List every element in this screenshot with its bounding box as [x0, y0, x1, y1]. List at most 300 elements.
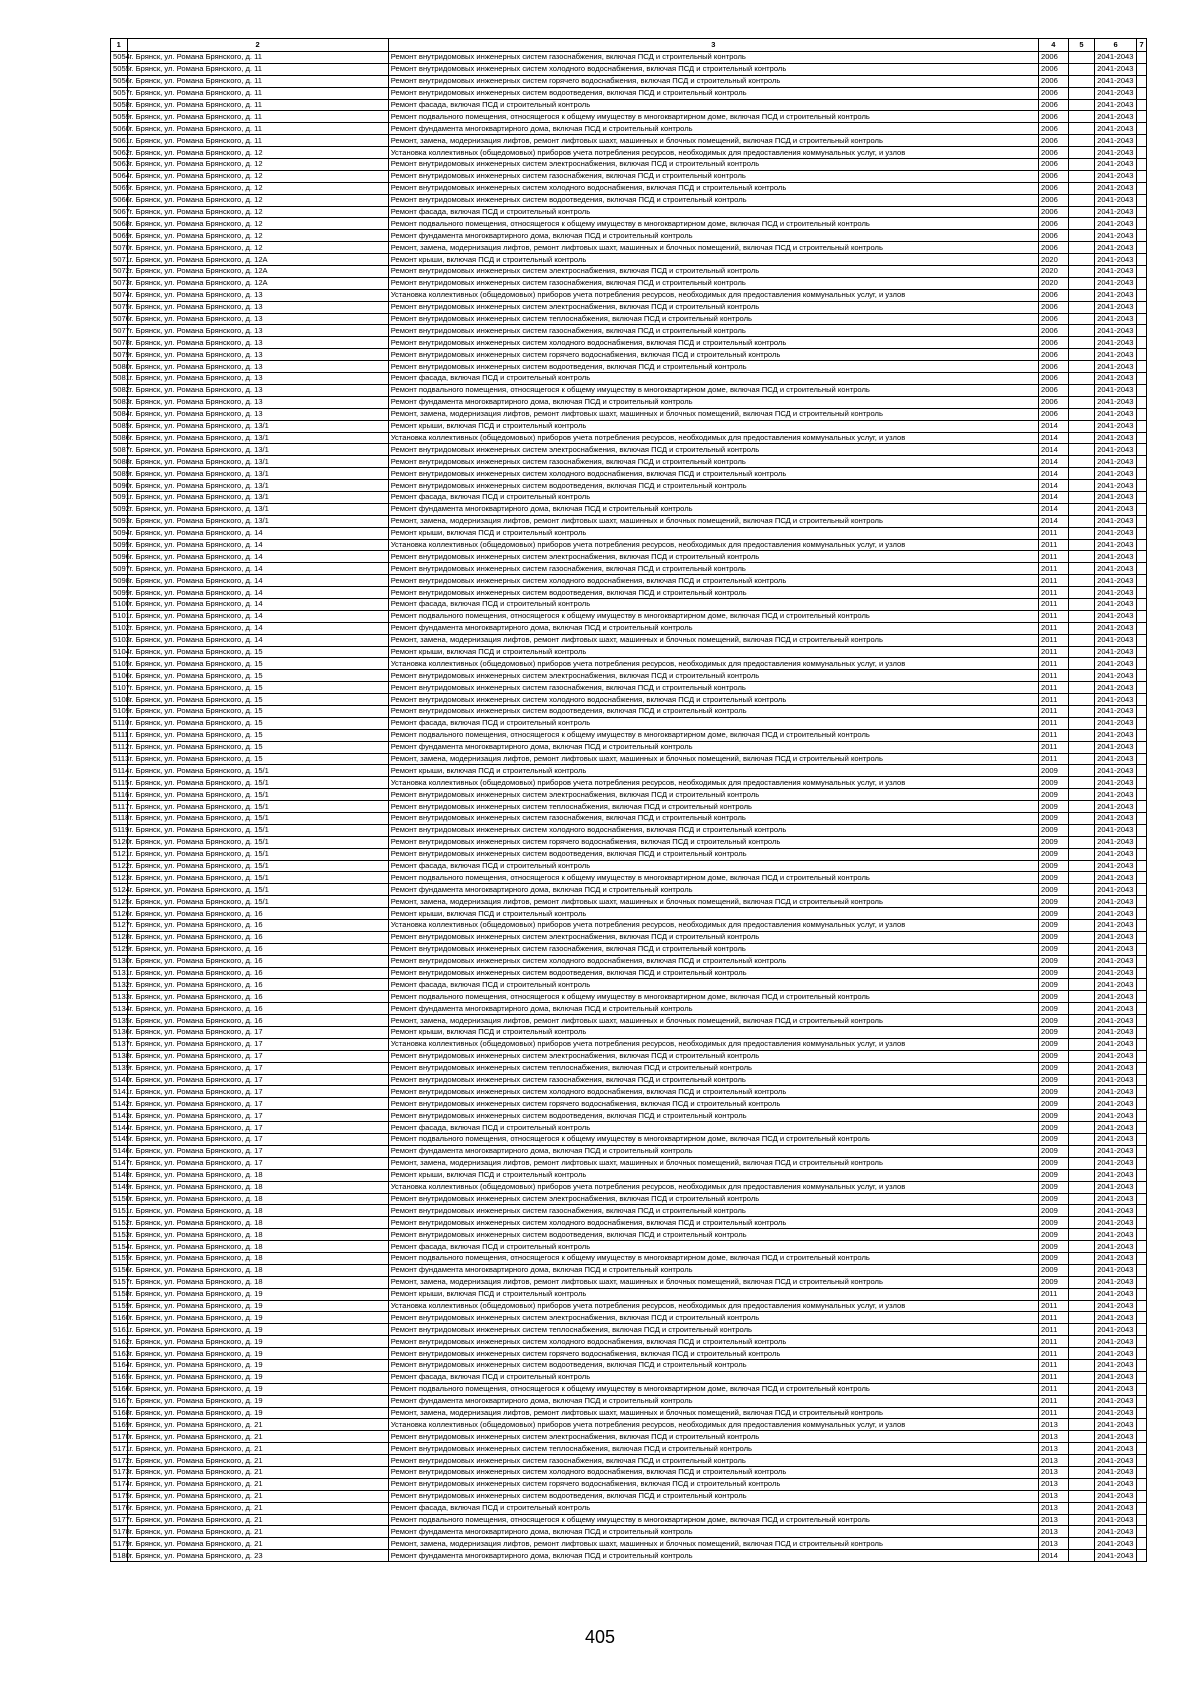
year-cell: 2009 [1038, 1229, 1068, 1241]
row-number-cell: 5098 [111, 575, 128, 587]
row-number-cell: 5110 [111, 717, 128, 729]
year-cell: 2013 [1038, 1455, 1068, 1467]
row-number-cell: 5113 [111, 753, 128, 765]
row-number-cell: 5089 [111, 468, 128, 480]
address-cell: г. Брянск, ул. Романа Брянского, д. 17 [127, 1145, 388, 1157]
work-type-cell: Ремонт внутридомовых инженерных систем холодного водоснабжения, включая ПСД и строительный контроль [388, 337, 1038, 349]
row-number-cell: 5124 [111, 884, 128, 896]
table-row [111, 1478, 1147, 1490]
year-cell: 2013 [1038, 1419, 1068, 1431]
address-cell: г. Брянск, ул. Романа Брянского, д. 19 [127, 1336, 388, 1348]
empty-cell [1137, 1205, 1147, 1217]
table-row [111, 920, 1147, 932]
empty-cell [1137, 135, 1147, 147]
empty-cell [1068, 717, 1094, 729]
period-cell: 2041-2043 [1095, 123, 1137, 135]
row-number-cell: 5128 [111, 931, 128, 943]
empty-cell [1068, 955, 1094, 967]
work-type-cell: Ремонт внутридомовых инженерных систем холодного водоснабжения, включая ПСД и строительный контроль [388, 1217, 1038, 1229]
empty-cell [1137, 1490, 1147, 1502]
row-number-cell: 5148 [111, 1169, 128, 1181]
empty-cell [1137, 551, 1147, 563]
work-type-cell: Ремонт внутридомовых инженерных систем холодного водоснабжения, включая ПСД и строительный контроль [388, 1336, 1038, 1348]
work-type-cell: Ремонт фасада, включая ПСД и строительный контроль [388, 860, 1038, 872]
empty-cell [1137, 1110, 1147, 1122]
address-cell: г. Брянск, ул. Романа Брянского, д. 16 [127, 943, 388, 955]
table-row [111, 491, 1147, 503]
work-type-cell: Ремонт подвального помещения, относящегося к общему имуществу в многоквартирном доме, включая ПСД и строительный контроль [388, 1134, 1038, 1146]
period-cell: 2041-2043 [1095, 337, 1137, 349]
year-cell: 2013 [1038, 1443, 1068, 1455]
period-cell: 2041-2043 [1095, 111, 1137, 123]
address-cell: г. Брянск, ул. Романа Брянского, д. 14 [127, 622, 388, 634]
address-cell: г. Брянск, ул. Романа Брянского, д. 13 [127, 373, 388, 385]
table-body [111, 52, 1147, 1562]
empty-cell [1068, 289, 1094, 301]
period-cell: 2041-2043 [1095, 765, 1137, 777]
row-number-cell: 5163 [111, 1348, 128, 1360]
row-number-cell: 5086 [111, 432, 128, 444]
work-type-cell: Ремонт крыши, включая ПСД и строительный контроль [388, 527, 1038, 539]
period-cell: 2041-2043 [1095, 670, 1137, 682]
table-row [111, 1371, 1147, 1383]
row-number-cell: 5143 [111, 1110, 128, 1122]
work-type-cell: Ремонт фундамента многоквартирного дома, включая ПСД и строительный контроль [388, 741, 1038, 753]
row-number-cell: 5173 [111, 1466, 128, 1478]
year-cell: 2013 [1038, 1466, 1068, 1478]
year-cell: 2009 [1038, 1264, 1068, 1276]
row-number-cell: 5116 [111, 789, 128, 801]
table-row [111, 1526, 1147, 1538]
year-cell: 2011 [1038, 575, 1068, 587]
period-cell: 2041-2043 [1095, 955, 1137, 967]
empty-cell [1137, 860, 1147, 872]
empty-cell [1068, 598, 1094, 610]
work-type-cell: Ремонт фасада, включая ПСД и строительный контроль [388, 717, 1038, 729]
row-number-cell: 5177 [111, 1514, 128, 1526]
empty-cell [1137, 943, 1147, 955]
period-cell: 2041-2043 [1095, 313, 1137, 325]
row-number-cell: 5133 [111, 991, 128, 1003]
period-cell: 2041-2043 [1095, 527, 1137, 539]
address-cell: г. Брянск, ул. Романа Брянского, д. 17 [127, 1110, 388, 1122]
empty-cell [1068, 1181, 1094, 1193]
table-row [111, 1134, 1147, 1146]
year-cell: 2006 [1038, 313, 1068, 325]
address-cell: г. Брянск, ул. Романа Брянского, д. 13/1 [127, 480, 388, 492]
row-number-cell: 5171 [111, 1443, 128, 1455]
address-cell: г. Брянск, ул. Романа Брянского, д. 11 [127, 123, 388, 135]
empty-cell [1137, 991, 1147, 1003]
table-row [111, 444, 1147, 456]
empty-cell [1137, 610, 1147, 622]
empty-cell [1068, 646, 1094, 658]
period-cell: 2041-2043 [1095, 1205, 1137, 1217]
table-row [111, 646, 1147, 658]
empty-cell [1068, 1419, 1094, 1431]
work-type-cell: Ремонт внутридомовых инженерных систем электроснабжения, включая ПСД и строительный контроль [388, 301, 1038, 313]
work-type-cell: Ремонт внутридомовых инженерных систем электроснабжения, включая ПСД и строительный контроль [388, 266, 1038, 278]
row-number-cell: 5166 [111, 1383, 128, 1395]
table-row [111, 527, 1147, 539]
empty-cell [1068, 254, 1094, 266]
year-cell: 2006 [1038, 75, 1068, 87]
row-number-cell: 5103 [111, 634, 128, 646]
empty-cell [1068, 931, 1094, 943]
row-number-cell: 5131 [111, 967, 128, 979]
table-row [111, 1003, 1147, 1015]
work-type-cell: Ремонт, замена, модернизация лифтов, ремонт лифтовых шахт, машинных и блочных помещений, включая ПСД и строительный контроль [388, 135, 1038, 147]
table-row [111, 563, 1147, 575]
empty-cell [1068, 218, 1094, 230]
work-type-cell: Ремонт крыши, включая ПСД и строительный контроль [388, 1027, 1038, 1039]
table-row [111, 1550, 1147, 1562]
empty-cell [1137, 801, 1147, 813]
period-cell: 2041-2043 [1095, 325, 1137, 337]
period-cell: 2041-2043 [1095, 1490, 1137, 1502]
table-row [111, 432, 1147, 444]
empty-cell [1068, 527, 1094, 539]
empty-cell [1068, 1169, 1094, 1181]
row-number-cell: 5147 [111, 1157, 128, 1169]
empty-cell [1068, 1157, 1094, 1169]
empty-cell [1137, 266, 1147, 278]
year-cell: 2009 [1038, 1217, 1068, 1229]
header-cell: 6 [1095, 39, 1137, 52]
empty-cell [1068, 848, 1094, 860]
header-cell: 4 [1038, 39, 1068, 52]
year-cell: 2009 [1038, 765, 1068, 777]
table-row [111, 1169, 1147, 1181]
year-cell: 2006 [1038, 147, 1068, 159]
year-cell: 2009 [1038, 1252, 1068, 1264]
address-cell: г. Брянск, ул. Романа Брянского, д. 21 [127, 1431, 388, 1443]
row-number-cell: 5112 [111, 741, 128, 753]
table-row [111, 337, 1147, 349]
row-number-cell: 5054 [111, 52, 128, 64]
empty-cell [1137, 931, 1147, 943]
empty-cell [1068, 1134, 1094, 1146]
work-type-cell: Ремонт внутридомовых инженерных систем горячего водоснабжения, включая ПСД и строительный контроль [388, 1098, 1038, 1110]
address-cell: г. Брянск, ул. Романа Брянского, д. 17 [127, 1098, 388, 1110]
year-cell: 2014 [1038, 468, 1068, 480]
period-cell: 2041-2043 [1095, 694, 1137, 706]
table-row [111, 206, 1147, 218]
address-cell: г. Брянск, ул. Романа Брянского, д. 13/1 [127, 468, 388, 480]
table-row [111, 753, 1147, 765]
header-cell: 1 [111, 39, 128, 52]
empty-cell [1068, 979, 1094, 991]
empty-cell [1137, 694, 1147, 706]
empty-cell [1068, 396, 1094, 408]
empty-cell [1137, 408, 1147, 420]
work-type-cell: Ремонт внутридомовых инженерных систем водоотведения, включая ПСД и строительный контроль [388, 1110, 1038, 1122]
row-number-cell: 5117 [111, 801, 128, 813]
table-row [111, 1502, 1147, 1514]
period-cell: 2041-2043 [1095, 396, 1137, 408]
empty-cell [1068, 1478, 1094, 1490]
year-cell: 2011 [1038, 563, 1068, 575]
empty-cell [1068, 551, 1094, 563]
table-row [111, 1264, 1147, 1276]
year-cell: 2013 [1038, 1526, 1068, 1538]
work-type-cell: Ремонт фасада, включая ПСД и строительный контроль [388, 1371, 1038, 1383]
empty-cell [1068, 1443, 1094, 1455]
address-cell: г. Брянск, ул. Романа Брянского, д. 15/1 [127, 765, 388, 777]
period-cell: 2041-2043 [1095, 1312, 1137, 1324]
work-type-cell: Ремонт фундамента многоквартирного дома, включая ПСД и строительный контроль [388, 1395, 1038, 1407]
period-cell: 2041-2043 [1095, 289, 1137, 301]
address-cell: г. Брянск, ул. Романа Брянского, д. 15/1 [127, 848, 388, 860]
empty-cell [1068, 1371, 1094, 1383]
address-cell: г. Брянск, ул. Романа Брянского, д. 15 [127, 646, 388, 658]
period-cell: 2041-2043 [1095, 1145, 1137, 1157]
empty-cell [1137, 1098, 1147, 1110]
year-cell: 2009 [1038, 1193, 1068, 1205]
address-cell: г. Брянск, ул. Романа Брянского, д. 13/1 [127, 420, 388, 432]
table-row [111, 741, 1147, 753]
address-cell: г. Брянск, ул. Романа Брянского, д. 17 [127, 1027, 388, 1039]
year-cell: 2006 [1038, 206, 1068, 218]
row-number-cell: 5059 [111, 111, 128, 123]
row-number-cell: 5055 [111, 63, 128, 75]
period-cell: 2041-2043 [1095, 658, 1137, 670]
table-row [111, 147, 1147, 159]
row-number-cell: 5152 [111, 1217, 128, 1229]
period-cell: 2041-2043 [1095, 277, 1137, 289]
work-type-cell: Ремонт внутридомовых инженерных систем электроснабжения, включая ПСД и строительный контроль [388, 670, 1038, 682]
empty-cell [1137, 1252, 1147, 1264]
work-type-cell: Ремонт внутридомовых инженерных систем холодного водоснабжения, включая ПСД и строительный контроль [388, 694, 1038, 706]
address-cell: г. Брянск, ул. Романа Брянского, д. 18 [127, 1205, 388, 1217]
row-number-cell: 5096 [111, 551, 128, 563]
row-number-cell: 5056 [111, 75, 128, 87]
empty-cell [1068, 943, 1094, 955]
row-number-cell: 5169 [111, 1419, 128, 1431]
year-cell: 2011 [1038, 634, 1068, 646]
year-cell: 2011 [1038, 694, 1068, 706]
empty-cell [1137, 1371, 1147, 1383]
empty-cell [1137, 920, 1147, 932]
empty-cell [1137, 349, 1147, 361]
period-cell: 2041-2043 [1095, 563, 1137, 575]
row-number-cell: 5142 [111, 1098, 128, 1110]
work-type-cell: Ремонт внутридомовых инженерных систем электроснабжения, включая ПСД и строительный контроль [388, 159, 1038, 171]
year-cell: 2006 [1038, 230, 1068, 242]
empty-cell [1137, 1288, 1147, 1300]
table-row [111, 860, 1147, 872]
period-cell: 2041-2043 [1095, 1181, 1137, 1193]
empty-cell [1068, 1466, 1094, 1478]
work-type-cell: Ремонт подвального помещения, относящегося к общему имуществу в многоквартирном доме, включая ПСД и строительный контроль [388, 111, 1038, 123]
year-cell: 2006 [1038, 408, 1068, 420]
empty-cell [1068, 813, 1094, 825]
empty-cell [1137, 896, 1147, 908]
period-cell: 2041-2043 [1095, 194, 1137, 206]
table-row [111, 1241, 1147, 1253]
address-cell: г. Брянск, ул. Романа Брянского, д. 18 [127, 1193, 388, 1205]
table-row [111, 789, 1147, 801]
table-row [111, 967, 1147, 979]
address-cell: г. Брянск, ул. Романа Брянского, д. 12А [127, 266, 388, 278]
address-cell: г. Брянск, ул. Романа Брянского, д. 17 [127, 1086, 388, 1098]
table-row [111, 765, 1147, 777]
year-cell: 2009 [1038, 1098, 1068, 1110]
period-cell: 2041-2043 [1095, 361, 1137, 373]
work-type-cell: Установка коллективных (общедомовых) приборов учета потребления ресурсов, необходимых для предоставления коммунальных услуг, и узлов [388, 1300, 1038, 1312]
year-cell: 2006 [1038, 361, 1068, 373]
year-cell: 2006 [1038, 135, 1068, 147]
work-type-cell: Ремонт, замена, модернизация лифтов, ремонт лифтовых шахт, машинных и блочных помещений, включая ПСД и строительный контроль [388, 753, 1038, 765]
empty-cell [1137, 230, 1147, 242]
empty-cell [1137, 1407, 1147, 1419]
header-cell: 3 [388, 39, 1038, 52]
year-cell: 2009 [1038, 991, 1068, 1003]
row-number-cell: 5081 [111, 373, 128, 385]
period-cell: 2041-2043 [1095, 491, 1137, 503]
empty-cell [1137, 361, 1147, 373]
table-row [111, 813, 1147, 825]
table-row [111, 123, 1147, 135]
empty-cell [1137, 1169, 1147, 1181]
work-type-cell: Ремонт внутридомовых инженерных систем газоснабжения, включая ПСД и строительный контроль [388, 1074, 1038, 1086]
row-number-cell: 5105 [111, 658, 128, 670]
empty-cell [1137, 503, 1147, 515]
work-type-cell: Ремонт подвального помещения, относящегося к общему имуществу в многоквартирном доме, включая ПСД и строительный контроль [388, 991, 1038, 1003]
year-cell: 2009 [1038, 836, 1068, 848]
table-row [111, 1110, 1147, 1122]
table-row [111, 361, 1147, 373]
table-row [111, 908, 1147, 920]
period-cell: 2041-2043 [1095, 813, 1137, 825]
empty-cell [1068, 1145, 1094, 1157]
empty-cell [1068, 277, 1094, 289]
address-cell: г. Брянск, ул. Романа Брянского, д. 15 [127, 694, 388, 706]
period-cell: 2041-2043 [1095, 848, 1137, 860]
row-number-cell: 5073 [111, 277, 128, 289]
period-cell: 2041-2043 [1095, 967, 1137, 979]
empty-cell [1068, 1074, 1094, 1086]
work-type-cell: Ремонт фасада, включая ПСД и строительный контроль [388, 491, 1038, 503]
empty-cell [1068, 206, 1094, 218]
work-type-cell: Установка коллективных (общедомовых) приборов учета потребления ресурсов, необходимых для предоставления коммунальных услуг, и узлов [388, 1181, 1038, 1193]
empty-cell [1137, 432, 1147, 444]
empty-cell [1137, 1276, 1147, 1288]
work-type-cell: Установка коллективных (общедомовых) приборов учета потребления ресурсов, необходимых для предоставления коммунальных услуг, и узлов [388, 1038, 1038, 1050]
empty-cell [1068, 373, 1094, 385]
period-cell: 2041-2043 [1095, 1015, 1137, 1027]
row-number-cell: 5085 [111, 420, 128, 432]
empty-cell [1137, 1538, 1147, 1550]
year-cell: 2011 [1038, 1371, 1068, 1383]
address-cell: г. Брянск, ул. Романа Брянского, д. 13 [127, 384, 388, 396]
period-cell: 2041-2043 [1095, 634, 1137, 646]
year-cell: 2013 [1038, 1478, 1068, 1490]
work-type-cell: Ремонт фундамента многоквартирного дома, включая ПСД и строительный контроль [388, 230, 1038, 242]
empty-cell [1068, 634, 1094, 646]
address-cell: г. Брянск, ул. Романа Брянского, д. 15/1 [127, 860, 388, 872]
table-row [111, 301, 1147, 313]
table-row [111, 230, 1147, 242]
address-cell: г. Брянск, ул. Романа Брянского, д. 16 [127, 931, 388, 943]
empty-cell [1137, 254, 1147, 266]
empty-cell [1137, 646, 1147, 658]
year-cell: 2006 [1038, 337, 1068, 349]
empty-cell [1137, 1086, 1147, 1098]
row-number-cell: 5102 [111, 622, 128, 634]
address-cell: г. Брянск, ул. Романа Брянского, д. 12 [127, 147, 388, 159]
address-cell: г. Брянск, ул. Романа Брянского, д. 19 [127, 1324, 388, 1336]
empty-cell [1068, 884, 1094, 896]
period-cell: 2041-2043 [1095, 587, 1137, 599]
period-cell: 2041-2043 [1095, 87, 1137, 99]
row-number-cell: 5100 [111, 598, 128, 610]
empty-cell [1068, 908, 1094, 920]
table-row [111, 1514, 1147, 1526]
period-cell: 2041-2043 [1095, 1419, 1137, 1431]
address-cell: г. Брянск, ул. Романа Брянского, д. 21 [127, 1419, 388, 1431]
period-cell: 2041-2043 [1095, 1229, 1137, 1241]
empty-cell [1068, 824, 1094, 836]
empty-cell [1137, 468, 1147, 480]
row-number-cell: 5132 [111, 979, 128, 991]
year-cell: 2009 [1038, 848, 1068, 860]
empty-cell [1068, 622, 1094, 634]
work-type-cell: Ремонт внутридомовых инженерных систем холодного водоснабжения, включая ПСД и строительный контроль [388, 468, 1038, 480]
empty-cell [1137, 1395, 1147, 1407]
page-number: 405 [584, 1627, 616, 1647]
table-row [111, 396, 1147, 408]
row-number-cell: 5156 [111, 1264, 128, 1276]
table-row [111, 1348, 1147, 1360]
address-cell: г. Брянск, ул. Романа Брянского, д. 11 [127, 135, 388, 147]
table-row [111, 456, 1147, 468]
work-type-cell: Ремонт, замена, модернизация лифтов, ремонт лифтовых шахт, машинных и блочных помещений, включая ПСД и строительный контроль [388, 1538, 1038, 1550]
year-cell: 2014 [1038, 1550, 1068, 1562]
table-row [111, 194, 1147, 206]
empty-cell [1068, 313, 1094, 325]
work-type-cell: Ремонт внутридомовых инженерных систем водоотведения, включая ПСД и строительный контроль [388, 1229, 1038, 1241]
period-cell: 2041-2043 [1095, 1003, 1137, 1015]
work-type-cell: Ремонт фасада, включая ПСД и строительный контроль [388, 373, 1038, 385]
year-cell: 2011 [1038, 1336, 1068, 1348]
work-type-cell: Ремонт внутридомовых инженерных систем горячего водоснабжения, включая ПСД и строительный контроль [388, 75, 1038, 87]
address-cell: г. Брянск, ул. Романа Брянского, д. 17 [127, 1122, 388, 1134]
row-number-cell: 5068 [111, 218, 128, 230]
empty-cell [1137, 813, 1147, 825]
empty-cell [1137, 1514, 1147, 1526]
empty-cell [1137, 1145, 1147, 1157]
empty-cell [1137, 777, 1147, 789]
row-number-cell: 5154 [111, 1241, 128, 1253]
year-cell: 2006 [1038, 242, 1068, 254]
row-number-cell: 5135 [111, 1015, 128, 1027]
period-cell: 2041-2043 [1095, 1217, 1137, 1229]
empty-cell [1137, 765, 1147, 777]
empty-cell [1068, 836, 1094, 848]
period-cell: 2041-2043 [1095, 1098, 1137, 1110]
period-cell: 2041-2043 [1095, 420, 1137, 432]
period-cell: 2041-2043 [1095, 872, 1137, 884]
address-cell: г. Брянск, ул. Романа Брянского, д. 13 [127, 289, 388, 301]
empty-cell [1137, 955, 1147, 967]
table-row [111, 289, 1147, 301]
row-number-cell: 5087 [111, 444, 128, 456]
period-cell: 2041-2043 [1095, 753, 1137, 765]
row-number-cell: 5168 [111, 1407, 128, 1419]
work-type-cell: Ремонт подвального помещения, относящегося к общему имуществу в многоквартирном доме, включая ПСД и строительный контроль [388, 729, 1038, 741]
empty-cell [1137, 325, 1147, 337]
